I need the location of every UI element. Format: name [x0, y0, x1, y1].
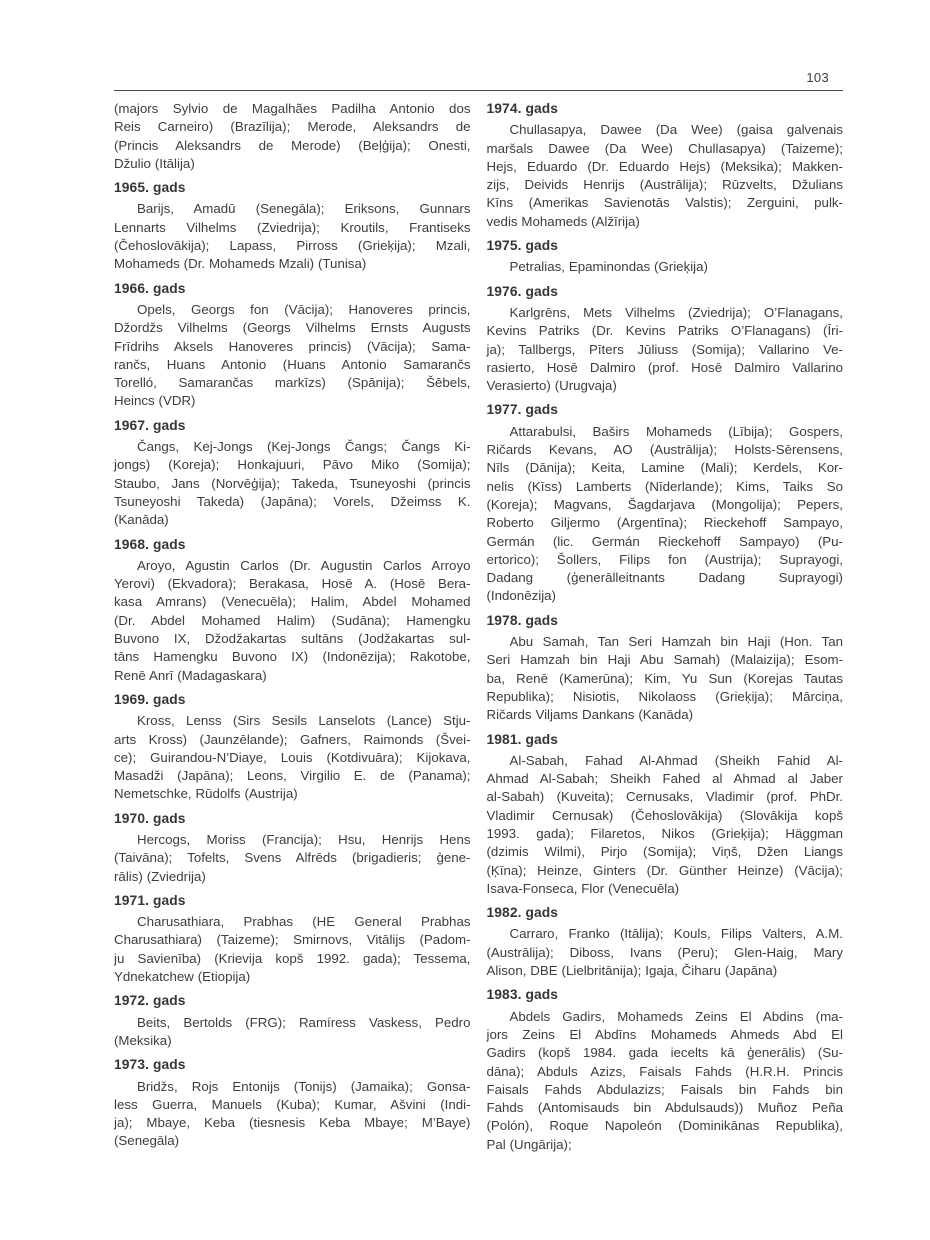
text-line: Frīdrihs Aksels Hanoveres princis) (Vācija); Sama-	[114, 338, 471, 354]
text-line: Kross, Lenss (Sirs Sesils Lanselots (Lance) Stju-	[137, 713, 471, 729]
text-line: (dzimis Wilmi), Pirjo (Somija); Viņš, Džen Liangs	[486, 844, 843, 860]
year-heading: 1978. gads	[486, 612, 559, 628]
text-line: ertorico); Šollers, Filips fon (Austrija); Suprayogi,	[486, 551, 843, 567]
text-line: (Meksika)	[114, 1032, 172, 1048]
text-line: Beits, Bertolds (FRG); Ramíress Vaskess, Pedro	[137, 1014, 471, 1030]
text-line: Kīns (Amerikas Savienotās Valstis); Zerguini, pulk-	[486, 195, 843, 211]
text-line: Chullasapya, Dawee (Da Wee) (gaisa galvenais	[509, 122, 843, 138]
year-heading: 1981. gads	[486, 731, 559, 747]
text-line: ja); Mbaye, Keba (tiesnesis Keba Mbaye; M’Baye)	[114, 1115, 471, 1131]
text-line: ce); Guirandou-N’Diaye, Louis (Kotdivuāra); Kijokava,	[114, 749, 471, 765]
text-line: Torelló, Samarančas markīzs) (Spānija); Šēbels,	[114, 375, 471, 391]
text-line: Al-Sabah, Fahad Al-Ahmad (Sheikh Fahid Al-	[509, 752, 843, 768]
text-line: Carraro, Franko (Itālija); Kouls, Filips Valters, A.M.	[509, 926, 843, 942]
text-line: (majors Sylvio de Magalhães Padilha Antonio dos	[114, 101, 471, 116]
page-number: 103	[806, 70, 829, 85]
text-line: Germán (lic. Germán Rieckehoff Sampayo) (Pu-	[486, 533, 843, 549]
text-line: kasa Amrans) (Venecuēla); Halim, Abdel Mohamed	[114, 594, 471, 610]
year-heading: 1968. gads	[114, 536, 186, 552]
year-heading: 1969. gads	[114, 691, 186, 707]
header-rule	[114, 90, 843, 91]
text-line: Hejs, Eduardo (Dr. Eduardo Hejs) (Meksika); Makken-	[486, 158, 843, 174]
text-line: (Ķīna); Heinze, Ginters (Dr. Günther Heinze) (Vācija);	[486, 862, 843, 878]
text-line: Ričards Viljams Dankans (Kanāda)	[486, 707, 694, 723]
text-line: Dadang (ģenerālleitnants Dadang Suprayogi)	[486, 570, 843, 586]
text-line: (Taivāna); Tofelts, Svens Alfrēds (brigadieris; ģene-	[114, 850, 471, 866]
year-heading: 1965. gads	[114, 180, 186, 196]
year-heading: 1974. gads	[486, 101, 559, 116]
text-line: Abu Samah, Tan Seri Hamzah bin Haji (Hon. Tan	[509, 634, 843, 650]
text-line: Alison, DBE (Lielbritānija); Igaja, Čiharu (Japāna)	[486, 963, 778, 979]
text-line: (Čehoslovākija); Lapass, Pirross (Grieķija); Mzali,	[114, 238, 471, 254]
text-line: Renē Anrī (Madagaskara)	[114, 667, 267, 683]
text-line: arts Kross) (Jaunzēlande); Gafners, Raimonds (Švei-	[114, 731, 471, 747]
text-line: Nemetschke, Rūdolfs (Austrija)	[114, 786, 298, 802]
text-line: Buvono IX, Džodžakartas sultāns (Jodžakartas sul-	[114, 631, 471, 647]
text-columns	[114, 100, 843, 1154]
text-line: (Kanāda)	[114, 512, 169, 528]
text-line: Heincs (VDR)	[114, 393, 196, 409]
text-line: Yerovi) (Ekvadora); Berakasa, Hosē A. (Hosē Bera-	[114, 576, 471, 592]
text-line: Čangs, Kej-Jongs (Kej-Jongs Čangs; Čangs Ki-	[137, 439, 471, 455]
text-line: (Dr. Abdel Mohamed Halim) (Sudāna); Hamengku	[114, 612, 471, 628]
year-heading: 1977. gads	[486, 402, 559, 418]
text-line: Gadirs (kopš 1984. gada iecelts kā ģenerālis) (Su-	[486, 1045, 843, 1061]
text-line: (Koreja); Magvans, Šagdarjava (Mongolija); Pepers,	[486, 496, 843, 512]
text-line: Opels, Georgs fon (Vācija); Hanoveres princis,	[137, 301, 471, 317]
text-line: Tsuneyoshi Takeda) (Japāna); Vorels, Džeimss K.	[114, 493, 471, 509]
text-line: jongs) (Koreja); Honkajuuri, Pāvo Miko (Somija);	[114, 457, 471, 473]
text-line: al-Sabah) (Kuveita); Cernusaks, Vladimir (prof. PhDr.	[486, 789, 843, 805]
year-heading: 1972. gads	[114, 993, 186, 1009]
text-line: rasierto, Hosē Dalmiro (prof. Hosē Dalmiro Vallarino	[486, 359, 843, 375]
text-line: Attarabulsi, Baširs Mohameds (Lībija); Gospers,	[509, 423, 843, 439]
text-line: Aroyo, Agustin Carlos (Dr. Augustin Carlos Arroyo	[137, 557, 471, 573]
text-line: (Senegāla)	[114, 1133, 180, 1149]
text-line: Ydnekatchew (Etiopija)	[114, 969, 251, 985]
text-line: nelis (Kīss) Lamberts (Nīderlande); Kims, Taiks So	[486, 478, 843, 494]
text-line: vedis Mohameds (Alžīrija)	[486, 213, 640, 229]
text-line: Ahmad Al-Sabah; Sheikh Fahed al Ahmad al Jaber	[486, 771, 843, 787]
text-line: Lennarts Vilhelms (Zviedrija); Kroutils, Frantiseks	[114, 219, 471, 235]
text-line: rālis) (Zviedrija)	[114, 868, 206, 884]
text-line: Barijs, Amadū (Senegāla); Eriksons, Gunnars	[137, 201, 471, 217]
year-heading: 1983. gads	[486, 987, 559, 1003]
year-heading: 1967. gads	[114, 417, 186, 433]
year-heading: 1966. gads	[114, 280, 186, 296]
year-heading: 1970. gads	[114, 810, 186, 826]
text-line: tāns Hamengku Buvono IX) (Indonēzija); Rakotobe,	[114, 649, 471, 665]
year-heading: 1971. gads	[114, 892, 186, 908]
text-line: Republika); Nisiotis, Nikolaoss (Grieķija); Mārciņa,	[486, 688, 843, 704]
text-line: Džordžs Vilhelms (Georgs Vilhelms Ernsts Augusts	[114, 320, 471, 336]
text-line: Charusathiara) (Taizeme); Smirnovs, Vitālijs (Padom-	[114, 932, 471, 948]
text-line: Isava-Fonseca, Flor (Venecuēla)	[486, 880, 680, 896]
text-line: Abdels Gadirs, Mohameds Zeins El Abdins (ma-	[509, 1008, 843, 1024]
text-line: Hercogs, Moriss (Francija); Hsu, Henrijs Hens	[137, 831, 471, 847]
text-line: jors Zeins El Abdīns Mohameds Ahmeds Abd El	[486, 1026, 843, 1042]
text-line: Mohameds (Dr. Mohameds Mzali) (Tunisa)	[114, 256, 367, 272]
text-line: ja); Tallbergs, Pīters Jūliuss (Somija); Vallarino Ve-	[486, 341, 843, 357]
text-line: maršals Dawee (Da Wee) Chullasapya) (Taizeme);	[486, 140, 843, 156]
text-line: (Princis Aleksandrs de Merode) (Beļģija); Onesti,	[114, 137, 471, 153]
text-line: ba, Renē (Kamerūna); Kim, Yu Sun (Korejas Tautas	[486, 670, 843, 686]
year-heading: 1976. gads	[486, 283, 559, 299]
text-line: Verasierto) (Urugvaja)	[486, 378, 617, 394]
text-line: rančs, Huans Antonio (Huans Antonio Samarančs	[114, 356, 471, 372]
text-line: ju Savienība) (Krievija kopš 1992. gada); Tessema,	[114, 950, 471, 966]
text-line: Kevins Patriks (Dr. Kevins Patriks O’Flanagans) (Īri-	[486, 323, 843, 339]
text-line: less Guerra, Manuels (Kuba); Kumar, Ašvini (Indi-	[114, 1096, 471, 1112]
year-heading: 1975. gads	[486, 238, 559, 254]
text-line: Petralias, Epaminondas (Grieķija)	[509, 259, 708, 275]
text-line: dāna); Abduls Azizs, Faisals Fahds (H.R.H. Princis	[486, 1063, 843, 1079]
text-line: Reis Carneiro) (Brazīlija); Merode, Aleksandrs de	[114, 119, 471, 135]
text-line: Masadži (Japāna); Leons, Virgilio E. de (Panama);	[114, 768, 471, 784]
year-heading: 1973. gads	[114, 1057, 186, 1073]
text-line: (Indonēzija)	[486, 588, 556, 604]
text-line: zijs, Deivids Henrijs (Austrālija); Rūzvelts, Džulians	[486, 177, 843, 193]
text-line: 1993. gada); Filaretos, Nikos (Grieķija); Häggman	[486, 825, 843, 841]
text-line: Roberto Giljermo (Argentīna); Rieckehoff Sampayo,	[486, 515, 843, 531]
text-line: Džulio (Itālija)	[114, 155, 195, 171]
text-line: Pal (Ungārija);	[486, 1136, 572, 1152]
text-line: Seri Hamzah bin Haji Abu Samah) (Malaizija); Esom-	[486, 652, 843, 668]
text-line: Staubo, Jans (Norvēģija); Takeda, Tsuneyoshi (princis	[114, 475, 471, 491]
text-line: (Polón), Roque Napoleón (Dominikānas Republika),	[486, 1118, 843, 1134]
text-line: Faisals Fahds Abdulazizs; Faisals bin Fahds bin	[486, 1081, 843, 1097]
text-line: Nīls (Dānija); Keita, Lamine (Mali); Kerdels, Kor-	[486, 460, 843, 476]
text-line: Vladimir Cernusak) (Čehoslovākija) (Slovākija kopš	[486, 807, 843, 823]
right-column	[487, 100, 844, 1154]
text-line: Bridžs, Rojs Entonijs (Tonijs) (Jamaika); Gonsa-	[137, 1078, 471, 1094]
text-line: Charusathiara, Prabhas (HE General Prabhas	[137, 914, 471, 930]
text-line: (Austrālija); Diboss, Ivans (Peru); Glen-Haig, Mary	[486, 944, 843, 960]
text-line: Fahds (Antomisauds bin Abdulsauds)) Muñoz Peña	[486, 1100, 843, 1116]
left-column	[114, 100, 471, 1154]
text-line: Karlgrēns, Mets Vilhelms (Zviedrija); O’Flanagans,	[509, 304, 843, 320]
year-heading: 1982. gads	[486, 905, 559, 921]
page-content	[114, 70, 843, 1154]
text-line: Ričards Kevans, AO (Austrālija); Holsts-Sērensens,	[486, 442, 843, 458]
